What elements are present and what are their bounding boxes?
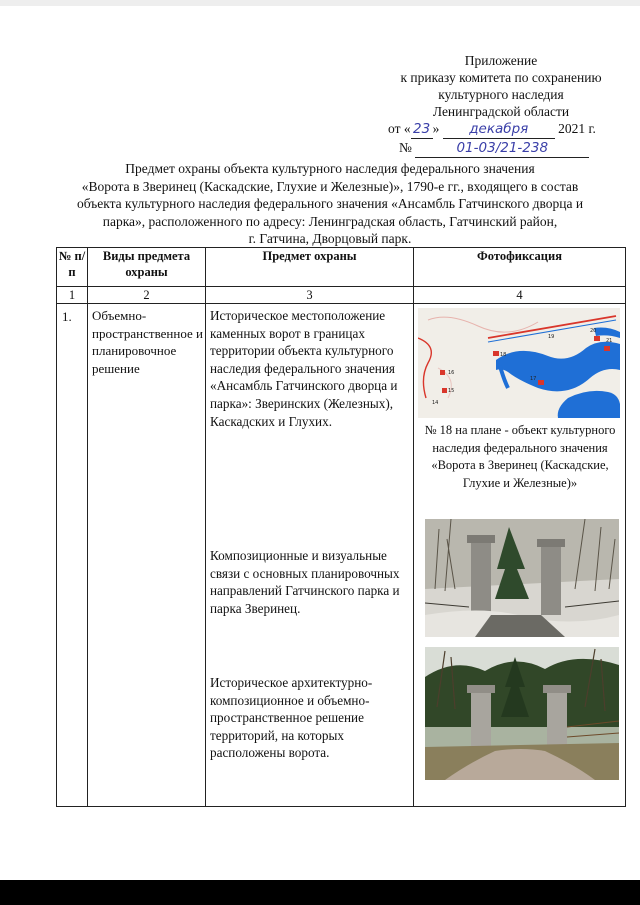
table-row — [57, 304, 626, 807]
appendix-number-line: № 01-03/21-238 — [370, 139, 632, 158]
date-year: 2021 г. — [558, 121, 596, 136]
row-subject-cell — [206, 304, 414, 807]
date-day-handwritten: 23 — [411, 121, 433, 139]
protection-subject-table — [56, 247, 626, 807]
appendix-region-line: Ленинградской области — [432, 104, 570, 119]
plan-label: 21 — [606, 338, 613, 344]
appendix-block — [370, 52, 632, 158]
subject-composition: Композиционные и визуальные связи с основных планировочных направлений Гатчинского парка и парка Зверинец. — [210, 548, 400, 616]
plan-label: 19 — [548, 334, 555, 340]
plan-label: 20 — [590, 328, 597, 334]
plan-label: 17 — [530, 376, 537, 382]
gate-photo-spring — [425, 647, 619, 780]
plan-label: 18 — [500, 352, 507, 358]
row-kind: Объемно-пространственное и планировочное решение — [88, 304, 206, 807]
table-header-row — [57, 248, 626, 287]
column-number-row: 1 2 3 4 — [57, 287, 626, 304]
appendix-title: Приложение — [464, 53, 538, 68]
appendix-order-line: к приказу комитета по сохранению — [400, 70, 602, 85]
site-plan-image — [418, 308, 620, 418]
row-number: 1. — [57, 304, 88, 807]
row-photo-cell — [414, 304, 626, 807]
plan-label: 15 — [448, 388, 455, 394]
subject-architecture: Историческое архитектурно-композиционное и объемно-пространственное решение территорий, на которых расположены ворота. — [210, 675, 373, 761]
header-photo: Фотофиксация — [414, 248, 626, 287]
header-kind: Виды предмета охраны — [88, 248, 206, 287]
order-number-handwritten: 01-03/21-238 — [415, 140, 589, 158]
document-title: Предмет охраны объекта культурного наследия федерального значения «Ворота в Зверинец (Каскадские, Глухие и Железные)», 1790-е гг., входящего в состав объекта культурного наследия федерального значения «Ансамбль Гатчинского дворца и парка», расположенного по адресу: Ленинградская область, Гатчинский район, г. Гатчина, Дворцовый парк. — [76, 161, 584, 247]
subject-location: Историческое местоположение каменных ворот в границах территории объекта культурного наследия федерального значения «Ансамбль Гатчинского дворца и парка»: Зверинских (Железных), Каскадских и Глухих. — [210, 308, 398, 429]
header-number: № п/п — [57, 248, 88, 287]
gate-photo-winter — [425, 519, 619, 637]
plan-label: 16 — [448, 370, 455, 376]
site-plan-drawing — [418, 308, 620, 418]
scan-edge-bottom — [0, 880, 640, 905]
header-subject: Предмет охраны — [206, 248, 414, 287]
appendix-date-line: от « 23 » декабря 2021 г. — [388, 121, 596, 137]
scan-edge — [0, 0, 640, 6]
plan-caption: № 18 на плане - объект культурного наследия федерального значения «Ворота в Зверинец (Каскадские, Глухие и Железные)» — [424, 423, 616, 490]
date-month-handwritten: декабря — [443, 121, 555, 139]
plan-label: 14 — [432, 400, 439, 406]
appendix-committee-line: культурного наследия — [438, 87, 564, 102]
